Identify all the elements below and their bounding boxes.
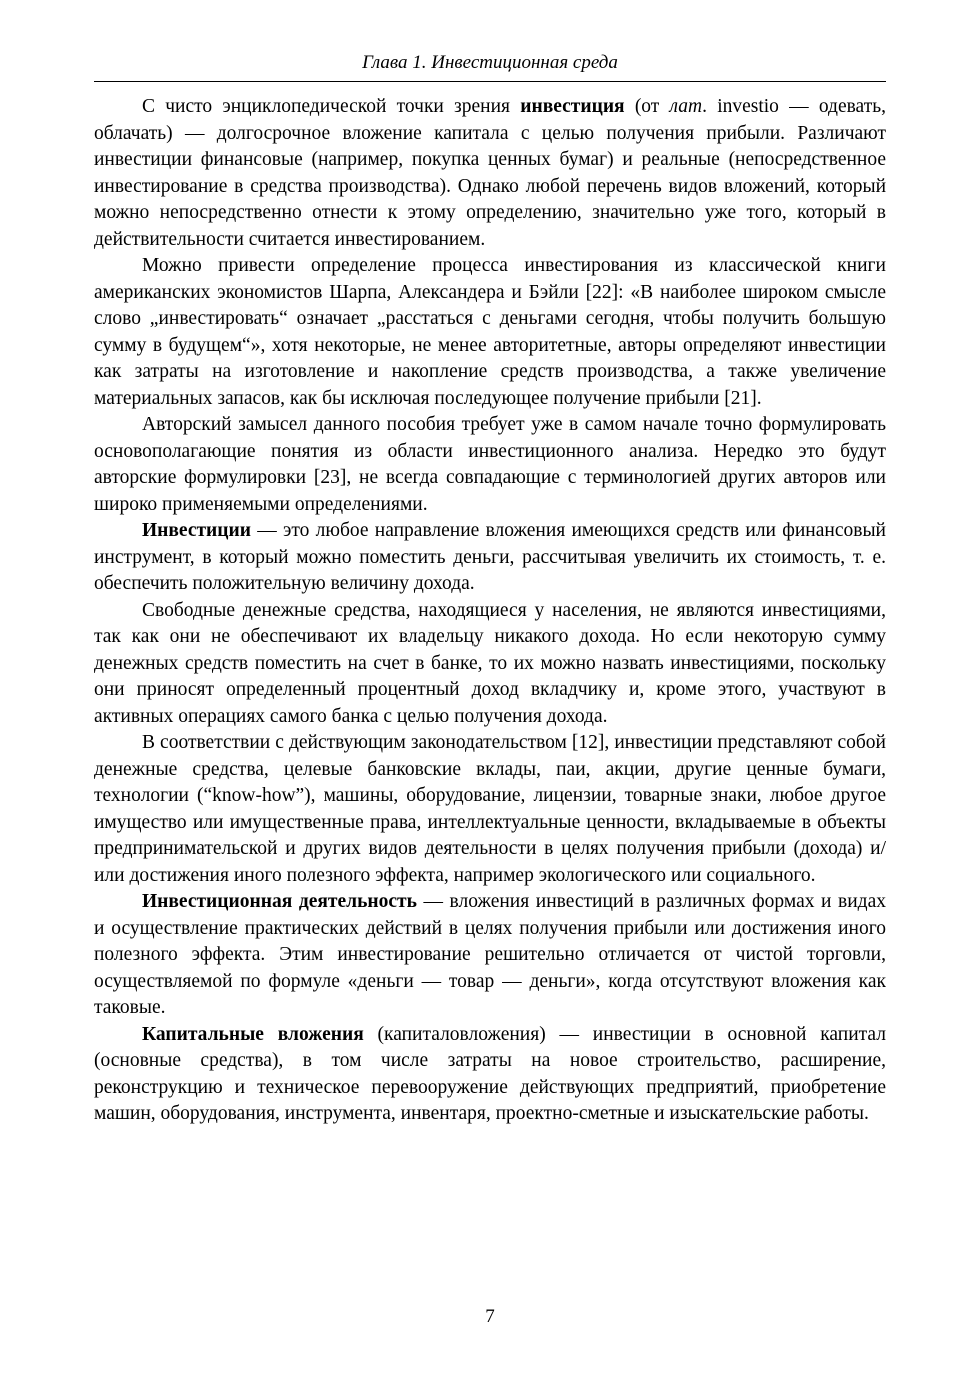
paragraph xyxy=(94,253,886,412)
paragraph xyxy=(94,412,886,518)
text-run: С чисто энциклопедической точки зрения xyxy=(142,96,521,117)
text-run: Инвестиции xyxy=(142,520,252,541)
text-run: В соответствии с действующим законодательством [12], инвестиции представляют собой денежные средства, целевые банковские вклады, паи, акции, другие ценные бумаги, технологии (“know-how”), машины, оборудование, лицензии, товарные знаки, любое другое имущество или имущественные права, интеллектуальные ценности, вкладываемые в объекты предпринимательской и других видов деятельности в целях получения прибыли (дохода) и/или достижения иного полезного эффекта, например экологического или социального. xyxy=(94,732,886,886)
text-run: Капитальные вложения xyxy=(142,1023,364,1045)
paragraph xyxy=(94,94,886,253)
text-run: Авторский замысел данного пособия требует уже в самом начале точно формулировать основополагающие понятия из области инвестиционного анализа. Нередко это будут авторские формулировки [23], не всегда совпадающие с терминологией других авторов или широко применяемыми определениями. xyxy=(94,414,886,515)
text-run: Инвестиционная деятельность xyxy=(142,891,417,912)
text-run: — вложения инвестиций в различных формах и видах и осуществление практических действий в целях получения прибыли или достижения иного полезного эффекта. Этим инвестирование решительно отличается от чистой торговли, осуществляемой по формуле «деньги — товар — деньги», когда отсутствуют вложения как таковые. xyxy=(94,891,886,1018)
chapter-header xyxy=(94,52,886,82)
chapter-title: Глава 1. Инвестиционная среда xyxy=(362,52,618,73)
text-run: . investio — одевать, облачать) — долгосрочное вложение капитала с целью получения прибыли. Различают инвестиции финансовые (например, покупка ценных бумаг) и реальные (непосредственное инвестирование в средства производства). Однако любой перечень видов вложений, который можно непосредственно отнести к этому определению, значительно уже того, который в действительности считается инвестированием. xyxy=(94,96,887,250)
paragraph xyxy=(94,518,886,598)
text-run: Можно привести определение процесса инвестирования из классической книги американских экономистов Шарпа, Александера и Бэйли [22]: «В наиболее широком смысле слово „инвестировать“ означает „расстаться с деньгами сегодня, чтобы получить большую сумму в будущем“», хотя некоторые, не менее авторитетные, авторы определяют инвестиции как затраты на изготовление и накопление средств производства, а также увеличение материальных запасов, как бы исключая последующее получение прибыли [21]. xyxy=(94,255,886,409)
page-body xyxy=(94,94,886,1128)
text-run: лат xyxy=(669,96,703,117)
text-run: — это любое направление вложения имеющихся средств или финансовый инструмент, в который можно поместить деньги, рассчитывая увеличить их стоимость, т. е. обеспечить положительную величину дохода. xyxy=(94,520,886,594)
text-run: (капиталовложения) — инвестиции в основной капитал (основные средства), в том числе затраты на новое строительство, расширение, реконструкцию и техническое перевооружение действующих предприятий, приобретение машин, оборудования, инструмента, инвентаря, проектно-сметные и изыскательские работы. xyxy=(94,1023,886,1124)
text-run: Свободные денежные средства, находящиеся у населения, не являются инвестициями, так как они не обеспечивают их владельцу никакого дохода. Но если некоторую сумму денежных средств поместить на счет в банке, то их можно назвать инвестициями, поскольку они приносят определенный процентный доход вкладчику и, кроме этого, участвуют в активных операциях самого банка с целью получения дохода. xyxy=(94,599,886,727)
paragraph xyxy=(94,1022,886,1128)
text-run: инвестиция xyxy=(520,96,625,117)
paragraph xyxy=(94,598,886,731)
paragraph xyxy=(94,730,886,889)
paragraph xyxy=(94,889,886,1022)
page-number: 7 xyxy=(485,1306,495,1327)
text-run: (от xyxy=(624,96,670,117)
